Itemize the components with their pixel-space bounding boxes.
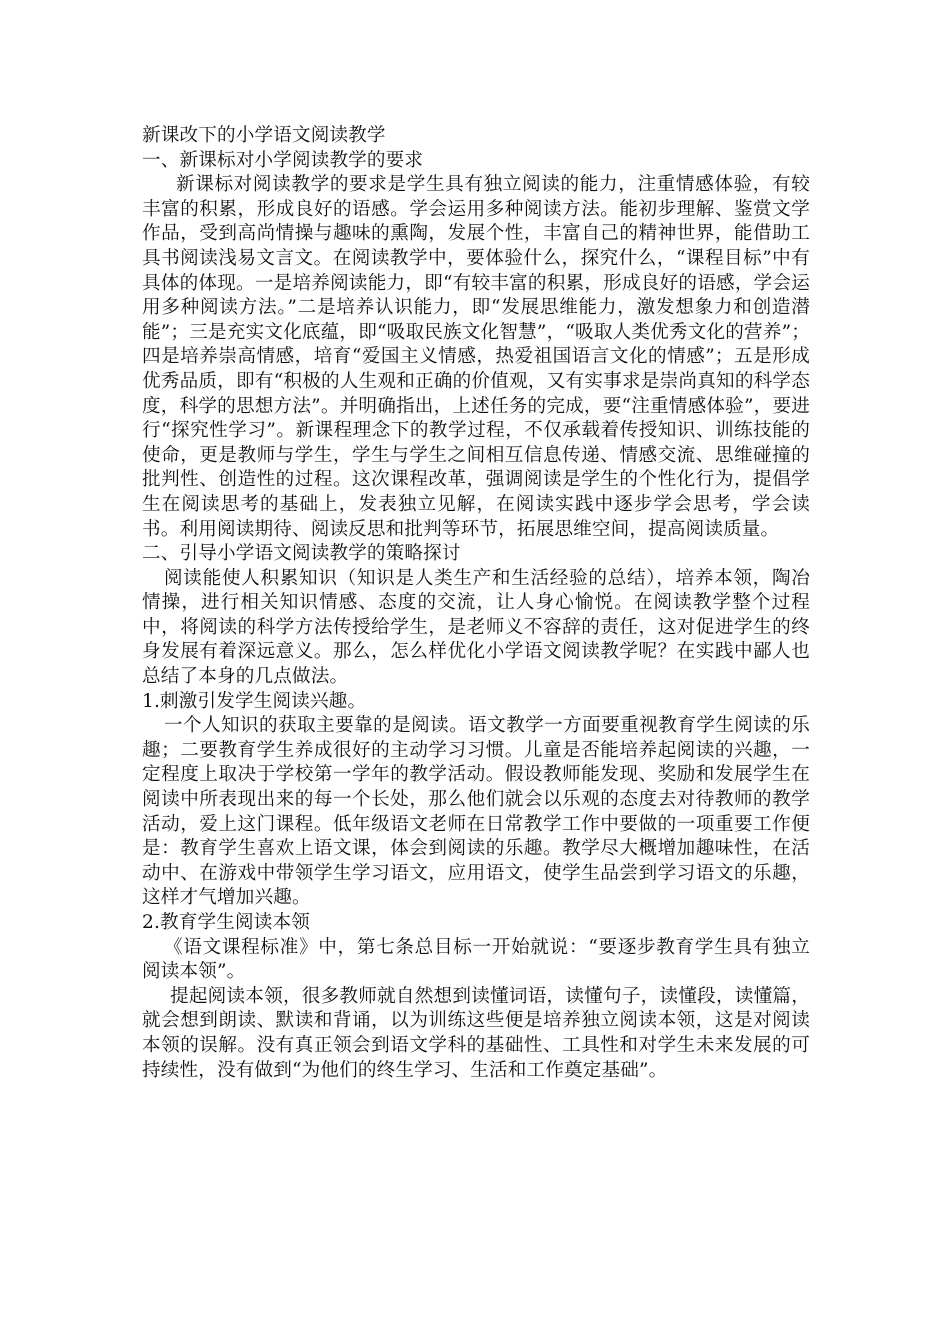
paragraph: 《语文课程标准》中，第七条总目标一开始就说：“要逐步教育学生具有独立阅读本领”。 — [142, 936, 810, 983]
subsection-heading-1: 1.刺激引发学生阅读兴趣。 — [142, 690, 367, 712]
document-title: 新课改下的小学语文阅读教学 — [142, 125, 386, 146]
subsection-heading-2: 2.教育学生阅读本领 — [142, 912, 310, 933]
document-body — [142, 124, 810, 1083]
paragraph: 提起阅读本领，很多教师就自然想到读懂词语，读懂句子，读懂段，读懂篇，就会想到朗读、默读和背诵，以为训练这些便是培养独立阅读本领，这是对阅读本领的误解。没有真正领会到语文学科的基础性、工具性和对学生未来发展的可持续性，没有做到“为他们的终生学习、生活和工作奠定基础”。 — [142, 985, 810, 1081]
paragraph: 阅读能使人积累知识（知识是人类生产和生活经验的总结），培养本领，陶冶情操，进行相关知识情感、态度的交流，让人身心愉悦。在阅读教学整个过程中，将阅读的科学方法传授给学生，是老师义不容辞的责任，这对促进学生的终身发展有着深远意义。那么，怎么样优化小学语文阅读教学呢？在实践中鄙人也总结了本身的几点做法。 — [142, 567, 810, 688]
section-heading-1: 一、新课标对小学阅读教学的要求 — [142, 149, 424, 171]
section-heading-2: 二、引导小学语文阅读教学的策略探讨 — [142, 543, 461, 565]
paragraph: 新课标对阅读教学的要求是学生具有独立阅读的能力，注重情感体验，有较丰富的积累，形成良好的语感。学会运用多种阅读方法。能初步理解、鉴赏文学作品，受到高尚情操与趣味的熏陶，发展个性，丰富自己的精神世界，能借助工具书阅读浅易文言文。在阅读教学中，要体验什么，探究什么，“课程目标”中有具体的体现。一是培养阅读能力，即“有较丰富的积累，形成良好的语感，学会运用多种阅读方法。”二是培养认识能力，即“发展思维能力，激发想象力和创造潜能”；三是充实文化底蕴，即“吸取民族文化智慧”，“吸取人类优秀文化的营养”；四是培养崇高情感，培育“爱国主义情感，热爱祖国语言文化的情感”；五是形成优秀品质，即有“积极的人生观和正确的价值观，又有实事求是崇尚真知的科学态度，科学的思想方法”。并明确指出，上述任务的完成，要“注重情感体验”，要进行“探究性学习”。新课程理念下的教学过程，不仅承载着传授知识、训练技能的使命，更是教师与学生，学生与学生之间相互信息传递、情感交流、思维碰撞的批判性、创造性的过程。这次课程改革，强调阅读是学生的个性化行为，提倡学生在阅读思考的基础上，发表独立见解，在阅读实践中逐步学会思考，学会读书。利用阅读期待、阅读反思和批判等环节，拓展思维空间，提高阅读质量。 — [142, 174, 810, 540]
paragraph: 一个人知识的获取主要靠的是阅读。语文教学一方面要重视教育学生阅读的乐趣；二要教育学生养成很好的主动学习习惯。儿童是否能培养起阅读的兴趣，一定程度上取决于学校第一学年的教学活动。假设教师能发现、奖励和发展学生在阅读中所表现出来的每一个长处，那么他们就会以乐观的态度去对待教师的教学活动，爱上这门课程。低年级语文老师在日常教学工作中要做的一项重要工作便是：教育学生喜欢上语文课，体会到阅读的乐趣。教学尽大概增加趣味性，在活动中、在游戏中带领学生学习语文，应用语文，使学生品尝到学习语文的乐趣，这样才气增加兴趣。 — [142, 715, 810, 909]
